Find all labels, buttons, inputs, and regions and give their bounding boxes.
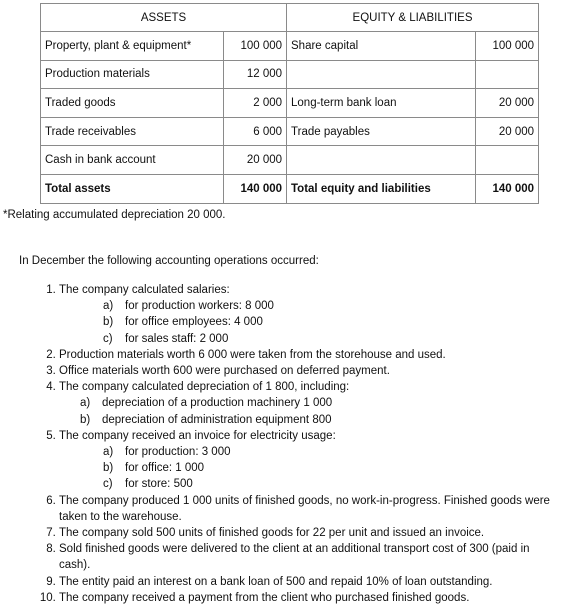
total-equity-liabilities-label: Total equity and liabilities xyxy=(287,174,476,203)
list-item xyxy=(59,541,564,573)
list-item xyxy=(59,363,564,379)
table-row xyxy=(41,60,539,89)
total-equity-liabilities-value: 140 000 xyxy=(476,174,539,203)
list-item xyxy=(59,428,564,493)
sub-list xyxy=(59,395,564,427)
list-item xyxy=(59,282,564,347)
footnote: *Relating accumulated depreciation 20 000. xyxy=(3,209,226,221)
operation-text: The company received a payment from the client who purchased finished goods. xyxy=(59,591,470,604)
asset-label: Trade receivables xyxy=(41,117,224,146)
list-item xyxy=(59,525,564,541)
asset-value: 6 000 xyxy=(224,117,287,146)
operation-text: Sold finished goods were delivered to the client at an additional transport cost of 300 (paid in cash). xyxy=(59,543,530,572)
operations-list xyxy=(0,282,564,606)
liability-value: 20 000 xyxy=(476,89,539,118)
sub-list-item: a) for production: 3 000 xyxy=(103,446,231,459)
total-assets-value: 140 000 xyxy=(224,174,287,203)
sub-list-item: a) depreciation of a production machinery 1 000 xyxy=(80,397,333,410)
table-row xyxy=(41,117,539,146)
sub-list-item: c) for sales staff: 2 000 xyxy=(103,332,229,345)
operation-text: The company sold 500 units of finished goods for 22 per unit and issued an invoice. xyxy=(59,527,485,540)
sub-list-item: b) for office: 1 000 xyxy=(103,462,205,475)
liability-label xyxy=(287,60,476,89)
list-item xyxy=(59,379,564,428)
asset-label: Cash in bank account xyxy=(41,146,224,175)
liability-label: Long-term bank loan xyxy=(287,89,476,118)
sub-list-item: b) depreciation of administration equipment 800 xyxy=(80,413,332,426)
operation-text: Production materials worth 6 000 were taken from the storehouse and used. xyxy=(59,348,446,361)
asset-label: Property, plant & equipment* xyxy=(41,32,224,61)
operation-text: The entity paid an interest on a bank loan of 500 and repaid 10% of loan outstanding. xyxy=(59,575,493,588)
list-item xyxy=(59,347,564,363)
table-row xyxy=(41,89,539,118)
balance-sheet-table xyxy=(40,3,539,204)
liability-value: 20 000 xyxy=(476,117,539,146)
liability-value xyxy=(476,146,539,175)
operation-text: The company produced 1 000 units of finished goods, no work-in-progress. Finished goods were taken to the warehouse. xyxy=(59,494,550,523)
sub-list-item: a) for production workers: 8 000 xyxy=(103,300,274,313)
liability-value xyxy=(476,60,539,89)
sub-list xyxy=(59,298,564,347)
assets-header: ASSETS xyxy=(41,4,287,32)
operation-text: The company calculated salaries: xyxy=(59,284,230,296)
sub-list-item: b) for office employees: 4 000 xyxy=(103,316,263,329)
asset-value: 20 000 xyxy=(224,146,287,175)
total-row xyxy=(41,174,539,203)
list-item xyxy=(59,574,564,590)
asset-value: 100 000 xyxy=(224,32,287,61)
asset-label: Traded goods xyxy=(41,89,224,118)
equity-liabilities-header: EQUITY & LIABILITIES xyxy=(287,4,539,32)
sub-list xyxy=(59,444,564,493)
total-assets-label: Total assets xyxy=(41,174,224,203)
liability-value: 100 000 xyxy=(476,32,539,61)
table-header-row xyxy=(41,4,539,32)
operation-text: The company received an invoice for electricity usage: xyxy=(59,429,336,442)
asset-value: 12 000 xyxy=(224,60,287,89)
table-row xyxy=(41,146,539,175)
list-item xyxy=(59,590,564,606)
operation-text: The company calculated depreciation of 1 800, including: xyxy=(59,381,350,394)
sub-list-item: c) for store: 500 xyxy=(103,478,193,491)
table-row xyxy=(41,32,539,61)
operation-text: Office materials worth 600 were purchased on deferred payment. xyxy=(59,365,390,378)
asset-value: 2 000 xyxy=(224,89,287,118)
intro-text: In December the following accounting operations occurred: xyxy=(19,255,319,267)
asset-label: Production materials xyxy=(41,60,224,89)
liability-label: Share capital xyxy=(287,32,476,61)
list-item xyxy=(59,493,564,525)
liability-label xyxy=(287,146,476,175)
liability-label: Trade payables xyxy=(287,117,476,146)
